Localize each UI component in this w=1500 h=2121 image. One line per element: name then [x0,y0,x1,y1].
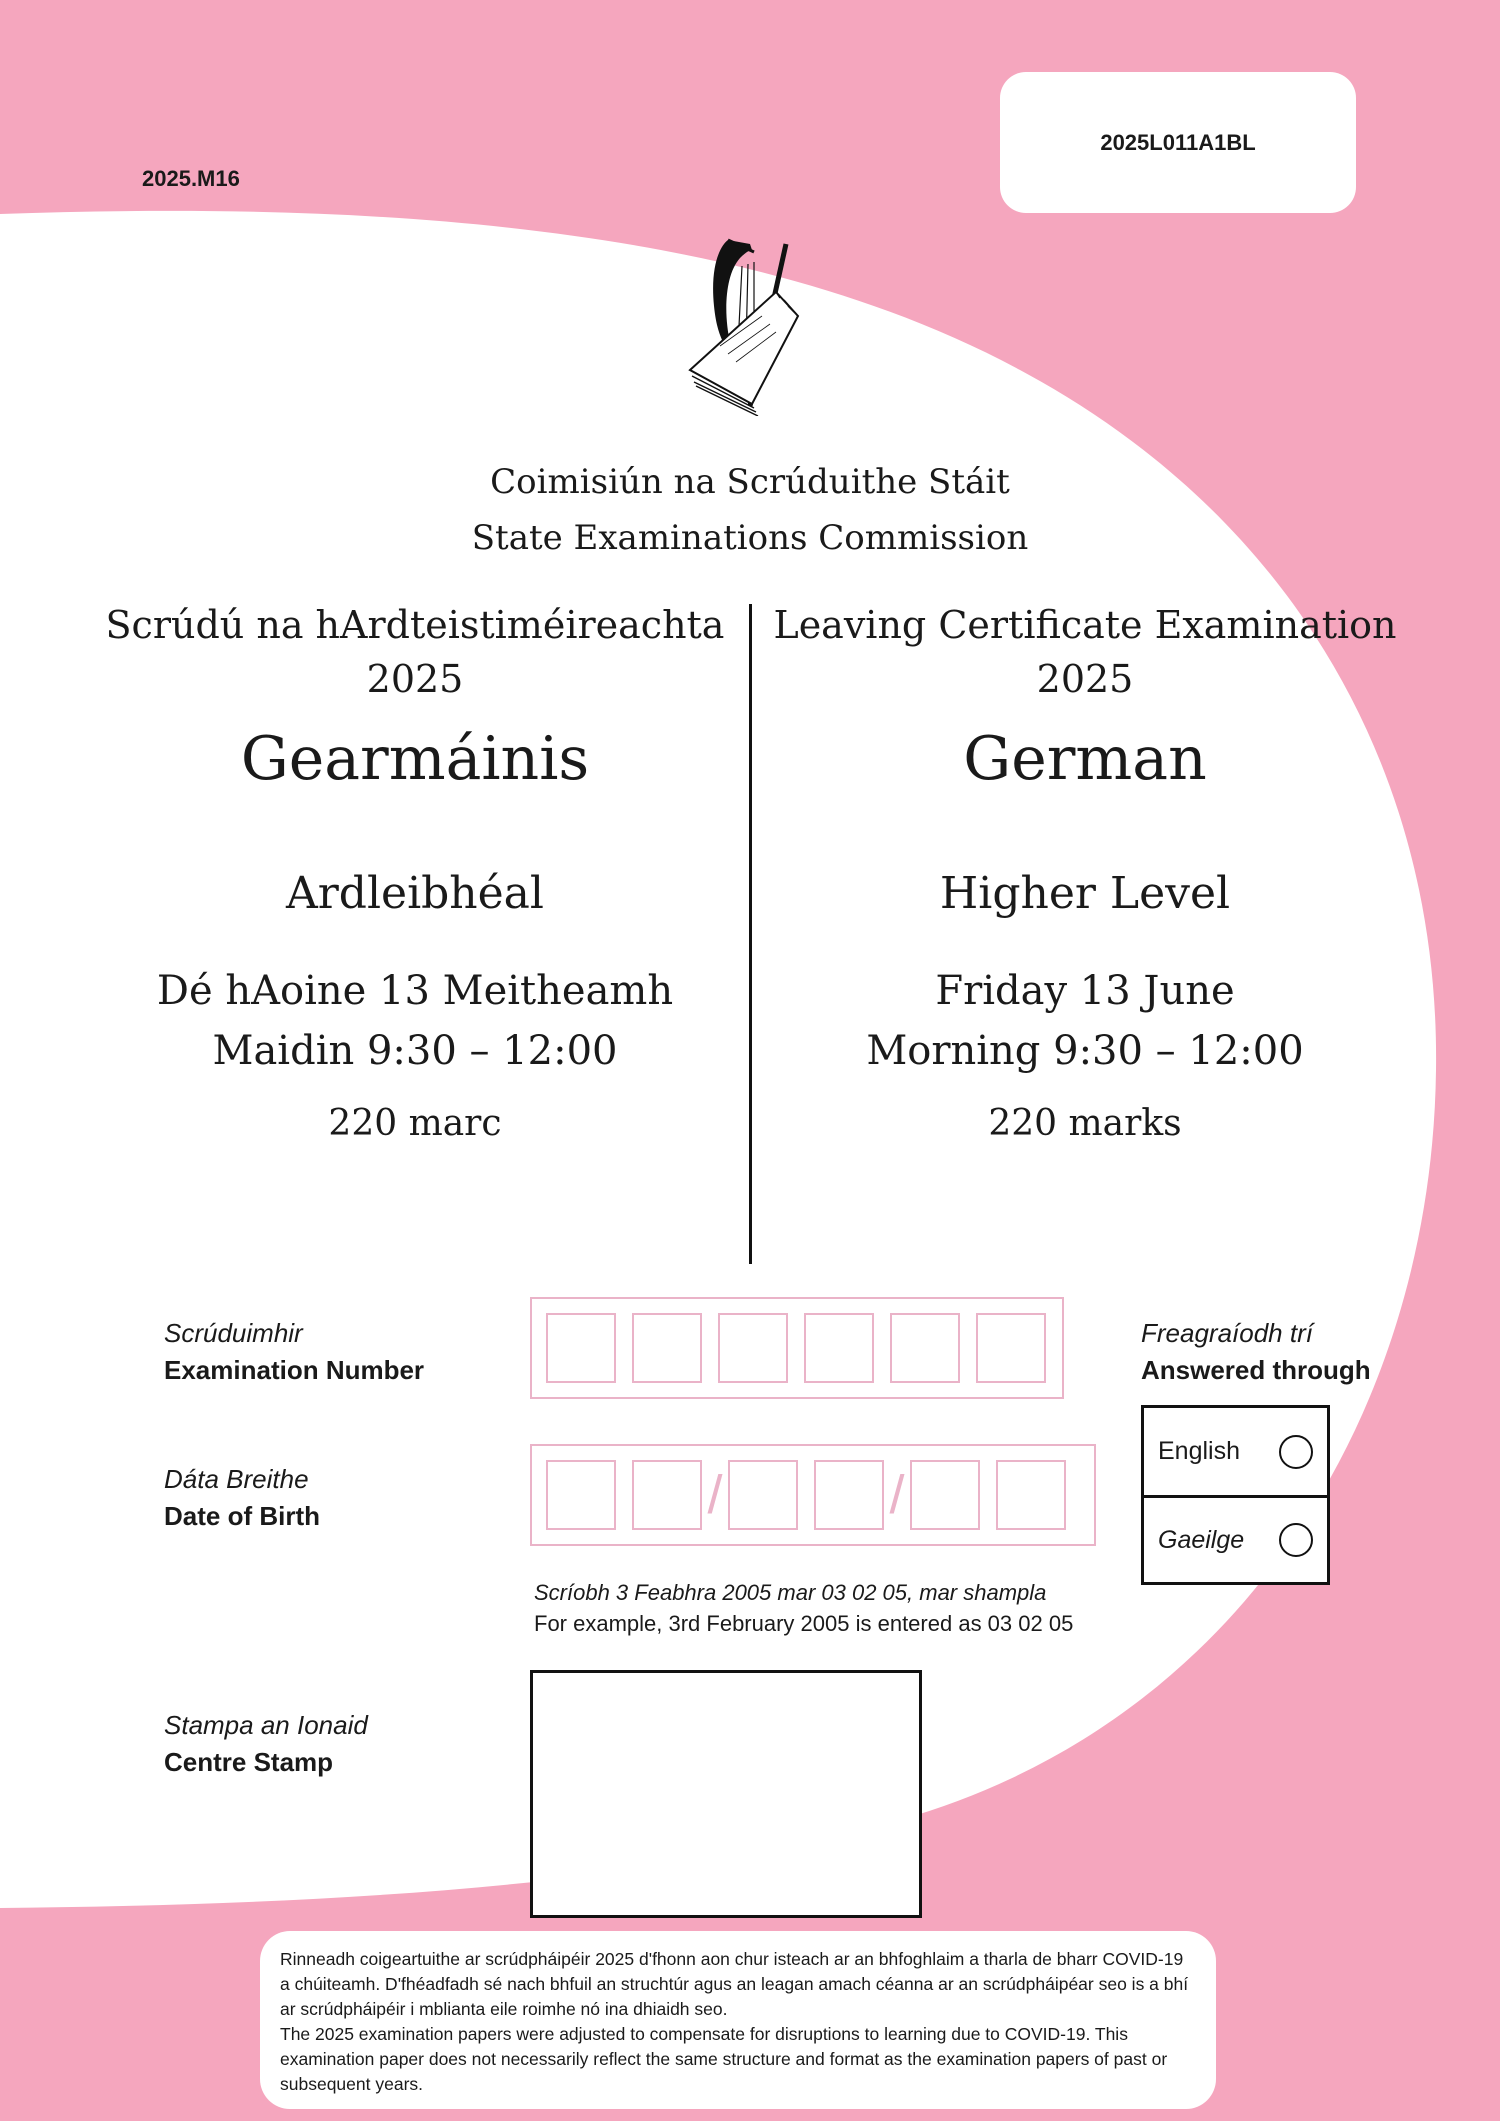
covid-notice-english: The 2025 examination papers were adjusted to compensate for disruptions to learning due to COVID-19. This examination paper does not necessarily reflect the same structure and format as the examination papers of past or subsequent years. [280,2024,1168,2094]
organisation-name-english: State Examinations Commission [471,518,1029,558]
dob-year-digit[interactable] [910,1460,980,1530]
option-gaeilge-radio[interactable] [1279,1523,1313,1557]
column-divider [749,604,752,1264]
option-english-label: English [1158,1437,1240,1465]
exam-number-digit[interactable] [632,1313,702,1383]
candidate-code: 2025L011A1BL [1100,129,1256,155]
time-english: Morning 9:30 – 12:00 [866,1028,1304,1074]
dob-label-irish: Dáta Breithe [164,1464,309,1494]
dob-field[interactable] [530,1444,1096,1546]
exam-year-english: 2025 [1036,657,1134,701]
exam-number-digit[interactable] [890,1313,960,1383]
dob-separator: / [707,1465,723,1525]
answered-through-label [1141,1318,1371,1386]
candidate-code-box [1000,72,1356,213]
option-gaeilge-label: Gaeilge [1158,1525,1245,1554]
marks-irish: 220 marc [328,1103,502,1144]
centre-stamp-box [530,1670,922,1918]
covid-notice-irish: Rinneadh coigeartuithe ar scrúdpháipéir 2025 d'fhonn aon chur isteach ar an bhfoghlaim a tharla de bharr COVID-19 a chúiteamh. D'fhéadfadh sé nach bhfuil an struchtúr agus an leagan amach céanna ar an scrúdpháipéar seo is a bhí ar scrúdpháipéir i mblianta eile roimhe nó ina dhiaidh seo. [280,1949,1189,2019]
exam-number-digit[interactable] [976,1313,1046,1383]
subject-english: German [963,724,1207,794]
dob-year-digit[interactable] [996,1460,1066,1530]
option-english[interactable] [1144,1408,1327,1495]
exam-number-digit[interactable] [718,1313,788,1383]
exam-name-irish: Scrúdú na hArdteistiméireachta [105,603,725,647]
time-irish: Maidin 9:30 – 12:00 [212,1028,618,1074]
centre-stamp-label-irish: Stampa an Ionaid [164,1710,368,1740]
answered-through-label-irish: Freagraíodh trí [1141,1318,1313,1348]
answered-through-options [1141,1405,1330,1585]
exam-number-field[interactable] [530,1297,1064,1399]
date-irish: Dé hAoine 13 Meitheamh [156,968,674,1014]
centre-stamp-label-english: Centre Stamp [164,1747,334,1777]
dob-separator: / [889,1465,905,1525]
dob-month-digit[interactable] [814,1460,884,1530]
dob-day-digit[interactable] [546,1460,616,1530]
option-english-radio[interactable] [1279,1435,1313,1469]
answered-through-label-english: Answered through [1141,1355,1371,1385]
harp-book-crest-icon [680,236,820,416]
organisation-name-irish: Coimisiún na Scrúduithe Stáit [490,462,1010,502]
irish-column [85,598,745,1144]
date-english: Friday 13 June [935,968,1235,1014]
centre-stamp-label [164,1710,368,1778]
subject-irish: Gearmáinis [240,724,590,794]
marks-english: 220 marks [988,1103,1182,1144]
covid-notice [260,1931,1216,2109]
dob-label [164,1464,320,1532]
dob-hint-english: For example, 3rd February 2005 is entered as 03 02 05 [534,1611,1074,1636]
dob-label-english: Date of Birth [164,1501,320,1531]
paper-code: 2025.M16 [142,166,240,191]
level-irish: Ardleibhéal [285,868,544,919]
exam-number-digit[interactable] [546,1313,616,1383]
exam-number-label-irish: Scrúduimhir [164,1318,303,1348]
dob-month-digit[interactable] [728,1460,798,1530]
dob-day-digit[interactable] [632,1460,702,1530]
exam-number-label [164,1318,424,1386]
level-english: Higher Level [939,868,1231,919]
exam-year-irish: 2025 [366,657,464,701]
english-column [755,598,1415,1144]
exam-number-digit[interactable] [804,1313,874,1383]
exam-name-english: Leaving Certificate Examination [773,603,1397,647]
option-gaeilge[interactable] [1144,1495,1327,1582]
exam-number-label-english: Examination Number [164,1355,425,1385]
dob-hint-irish: Scríobh 3 Feabhra 2005 mar 03 02 05, mar shampla [534,1580,1047,1605]
